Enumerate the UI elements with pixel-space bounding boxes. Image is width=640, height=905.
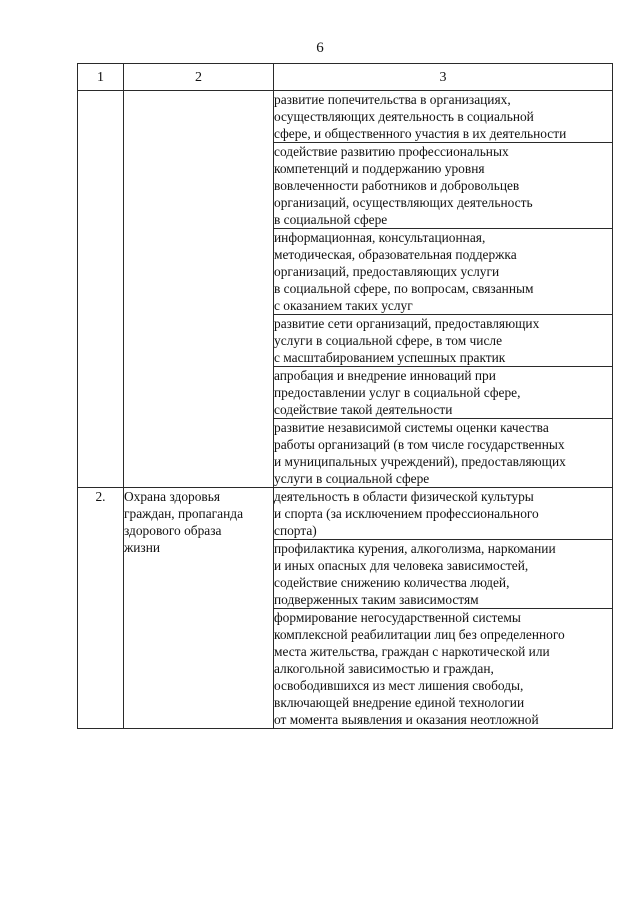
activity-text-line: от момента выявления и оказания неотложной [274,712,539,727]
table-row [78,488,613,540]
activity-text-line: работы организаций (в том числе государственных [274,437,565,452]
activity-text-line: компетенций и поддержанию уровня [274,161,485,176]
activity-text-line: содействие такой деятельности [274,402,453,417]
column-header-2: 2 [124,64,274,91]
activity-text-line: содействие развитию профессиональных [274,144,509,159]
activity-text-line: сфере, и общественного участия в их деятельности [274,126,567,141]
activity-text-line: с масштабированием успешных практик [274,350,506,365]
activity-text-line: апробация и внедрение инноваций при [274,368,496,383]
column-header-1: 1 [78,64,124,91]
activity-text-line: методическая, образовательная поддержка [274,247,517,262]
activity-text-line: организаций, предоставляющих услуги [274,264,500,279]
activity-text-line: профилактика курения, алкоголизма, наркомании [274,541,556,556]
activity-text-line: и муниципальных учреждений), предоставляющих [274,454,566,469]
column-header-3: 3 [274,64,613,91]
activity-text-line: подверженных таким зависимостям [274,592,479,607]
row-number-cell [78,91,124,488]
activity-text-line: включающей внедрение единой технологии [274,695,525,710]
table-header-row [78,64,613,91]
activity-text-line: комплексной реабилитации лиц без определенного [274,627,565,642]
activity-text-line: развитие независимой системы оценки качества [274,420,549,435]
activity-text-line: алкогольной зависимостью и граждан, [274,661,494,676]
activity-text-line: услуги в социальной сфере [274,471,430,486]
activity-area-line: граждан, пропаганда [124,506,244,521]
activity-cell [274,488,613,540]
activity-text-line: в социальной сфере, по вопросам, связанным [274,281,534,296]
activity-text-line: развитие попечительства в организациях, [274,92,511,107]
activity-cell [274,367,613,419]
activity-area-cell [124,91,274,488]
table-row [78,91,613,143]
activity-cell [274,540,613,609]
activity-text-line: вовлеченности работников и добровольцев [274,178,520,193]
activity-text-line: осуществляющих деятельность в социальной [274,109,534,124]
page-number: 6 [316,40,324,56]
activity-text-line: услуги в социальной сфере, в том числе [274,333,503,348]
activity-text-line: организаций, осуществляющих деятельность [274,195,533,210]
activity-cell [274,143,613,229]
activities-table [77,63,613,729]
activity-text-line: развитие сети организаций, предоставляющих [274,316,540,331]
activity-text-line: деятельность в области физической культуры [274,489,534,504]
activity-area-cell [124,488,274,729]
activity-cell [274,315,613,367]
activity-text-line: формирование негосударственной системы [274,610,521,625]
activity-text-line: содействие снижению количества людей, [274,575,510,590]
activity-cell [274,229,613,315]
table-body [78,91,613,729]
activity-cell [274,609,613,729]
activity-text-line: и спорта (за исключением профессионального [274,506,539,521]
activity-text-line: с оказанием таких услуг [274,298,413,313]
activity-cell [274,419,613,488]
activity-text-line: и иных опасных для человека зависимостей, [274,558,529,573]
activity-area-line: жизни [124,540,161,555]
activity-area-line: здорового образа [124,523,222,538]
activity-cell [274,91,613,143]
activity-text-line: предоставлении услуг в социальной сфере, [274,385,521,400]
row-number-cell: 2. [78,488,124,729]
activity-text-line: информационная, консультационная, [274,230,486,245]
activity-area-line: Охрана здоровья [124,489,220,504]
activity-text-line: спорта) [274,523,317,538]
activity-text-line: в социальной сфере [274,212,388,227]
activity-text-line: места жительства, граждан с наркотической или [274,644,550,659]
activity-text-line: освободившихся из мест лишения свободы, [274,678,524,693]
